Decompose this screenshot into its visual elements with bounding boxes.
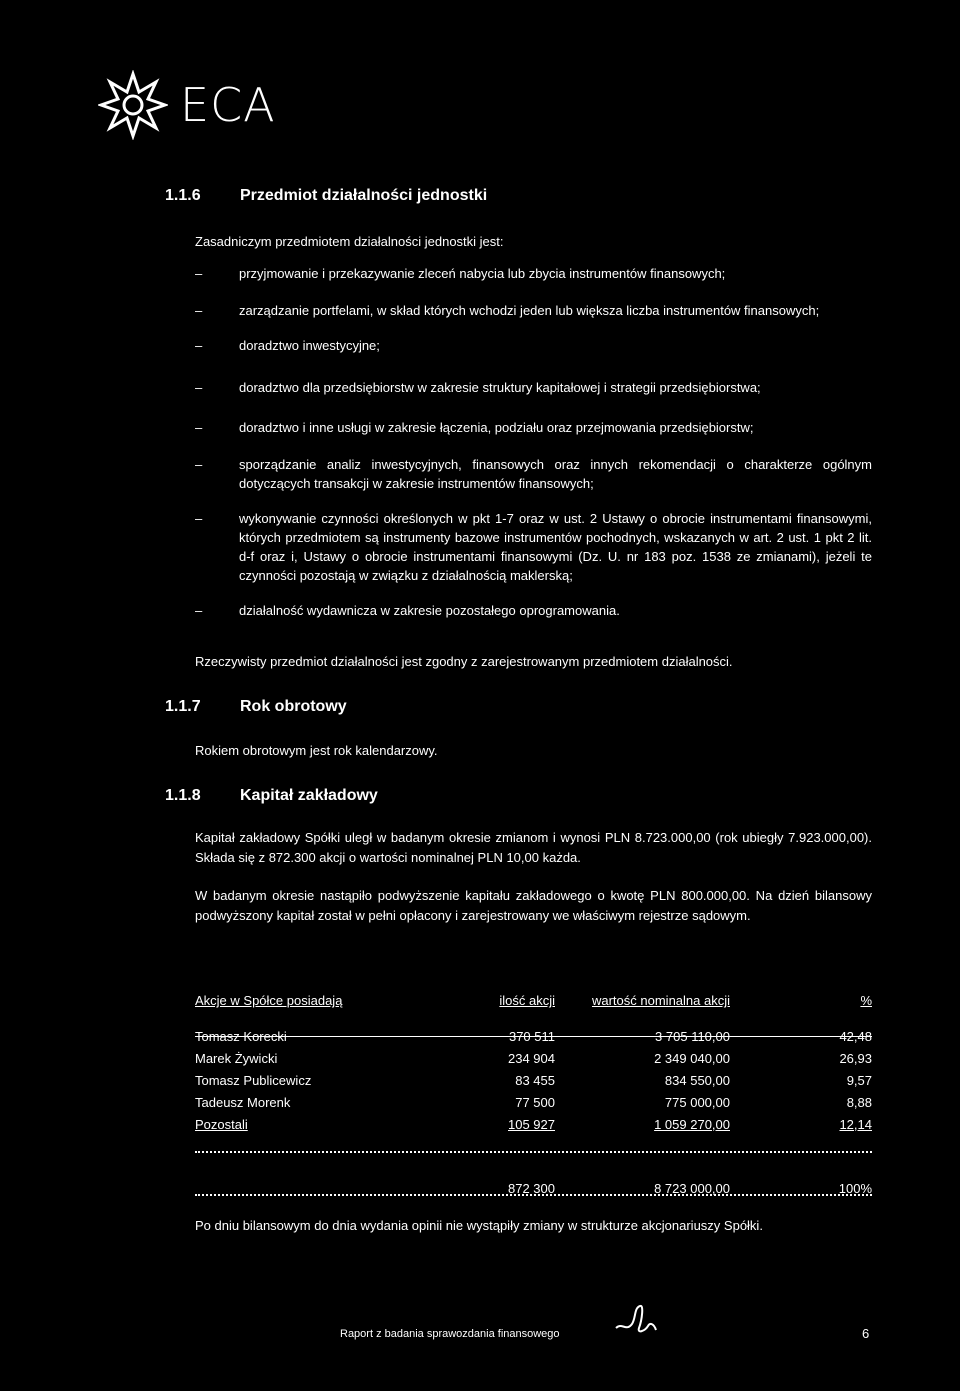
activity-list — [195, 264, 872, 620]
table-row: Tomasz Korecki 370 511 3 705 110,00 42,48 — [195, 1029, 872, 1044]
section-number-116: 1.1.6 — [165, 187, 201, 204]
table-row: Marek Żywicki 234 904 2 349 040,00 26,93 — [195, 1051, 872, 1066]
table-total-row: 872 300 8 723 000,00 100% — [508, 1181, 872, 1196]
table-spacer — [195, 1136, 872, 1178]
subtotal-divider — [195, 1151, 872, 1153]
table-row: Pozostali 105 927 1 059 270,00 12,14 — [195, 1117, 872, 1132]
section-intro: Zasadniczym przedmiotem działalności jednostki jest: — [195, 234, 504, 249]
list-item: – doradztwo dla przedsiębiorstw w zakresie struktury kapitałowej i strategii przedsiębiorstwa; — [195, 380, 761, 395]
section-title-118: Kapitał zakładowy — [240, 787, 378, 804]
table-row: Tadeusz Morenk 77 500 775 000,00 8,88 — [195, 1095, 872, 1110]
list-item: – doradztwo inwestycyjne; — [195, 338, 380, 353]
after-table-note: Po dniu bilansowym do dnia wydania opinii nie wystąpiły zmiany w strukturze akcjonariuszy Spółki. — [195, 1218, 763, 1233]
section-number-118: 1.1.8 — [165, 787, 201, 804]
logo-text: ECA — [180, 78, 276, 132]
table-header-divider — [195, 1036, 872, 1037]
section-title-116: Przedmiot działalności jednostki — [240, 187, 488, 204]
list-item: – przyjmowanie i przekazywanie zleceń nabycia lub zbycia instrumentów finansowych; — [195, 266, 726, 281]
total-divider — [195, 1194, 872, 1196]
table-header-row — [195, 993, 872, 1026]
footer-text: Raport z badania sprawozdania finansowego — [340, 1328, 560, 1340]
list-item: – działalność wydawnicza w zakresie pozostałego oprogramowania. — [195, 603, 620, 618]
section-title-117: Rok obrotowy — [240, 698, 347, 715]
company-logo — [98, 70, 276, 140]
capital-paragraph-2: W badanym okresie nastąpiło podwyższenie kapitału zakładowego o kwotę PLN 800.000,00. Na dzień bilansowy podwyższony kapitał został w pełni opłacony i zarejestrowany we właściwym rejestrze sądowym. — [195, 888, 872, 923]
signature-icon — [612, 1298, 662, 1338]
list-item: – sporządzanie analiz inwestycyjnych, finansowych oraz innych rekomendacji o charakterze ogólnym dotyczących transakcji w zakresie instrumentów finansowych; — [195, 457, 872, 491]
activity-closing: Rzeczywisty przedmiot działalności jest zgodny z zarejestrowanym przedmiotem działalności. — [195, 654, 733, 669]
page-number: 6 — [862, 1326, 870, 1341]
list-item: – wykonywanie czynności określonych w pkt 1-7 oraz w ust. 2 Ustawy o obrocie instrumentami finansowymi, których przedmiotem są instrumenty bazowe instrumentów pochodnych, wskazanych w art. 2 ust. 1 pkt 2 lit. d-f oraz i, Ustawy o obrocie instrumentami finansowymi (Dz. U. nr 183 poz. 1538 ze zmianami), jeżeli te czynności pozostają w związku z działalnością maklerską; — [195, 511, 872, 583]
list-item: – doradztwo i inne usługi w zakresie łączenia, podziału oraz przejmowania przedsiębiorstw; — [195, 420, 754, 435]
star-logo-icon — [98, 70, 168, 140]
col-header-count: ilość akcji — [499, 993, 555, 1008]
shareholders-table — [195, 993, 872, 1200]
capital-paragraph-1: Kapitał zakładowy Spółki uległ w badanym okresie zmianom i wynosi PLN 8.723.000,00 (rok ubiegły 7.923.000,00). Składa się z 872.300 akcji o wartości nominalnej PLN 10,00 każda. — [195, 830, 872, 865]
col-header-percent: % — [860, 993, 872, 1008]
table-row: Tomasz Publicewicz 83 455 834 550,00 9,57 — [195, 1073, 872, 1088]
col-header-holder: Akcje w Spółce posiadają — [195, 993, 343, 1008]
col-header-nominal: wartość nominalna akcji — [591, 993, 730, 1008]
fiscal-year-text: Rokiem obrotowym jest rok kalendarzowy. — [195, 743, 438, 758]
section-number-117: 1.1.7 — [165, 698, 201, 715]
list-item: – zarządzanie portfelami, w skład których wchodzi jeden lub większa liczba instrumentów finansowych; — [195, 303, 820, 318]
